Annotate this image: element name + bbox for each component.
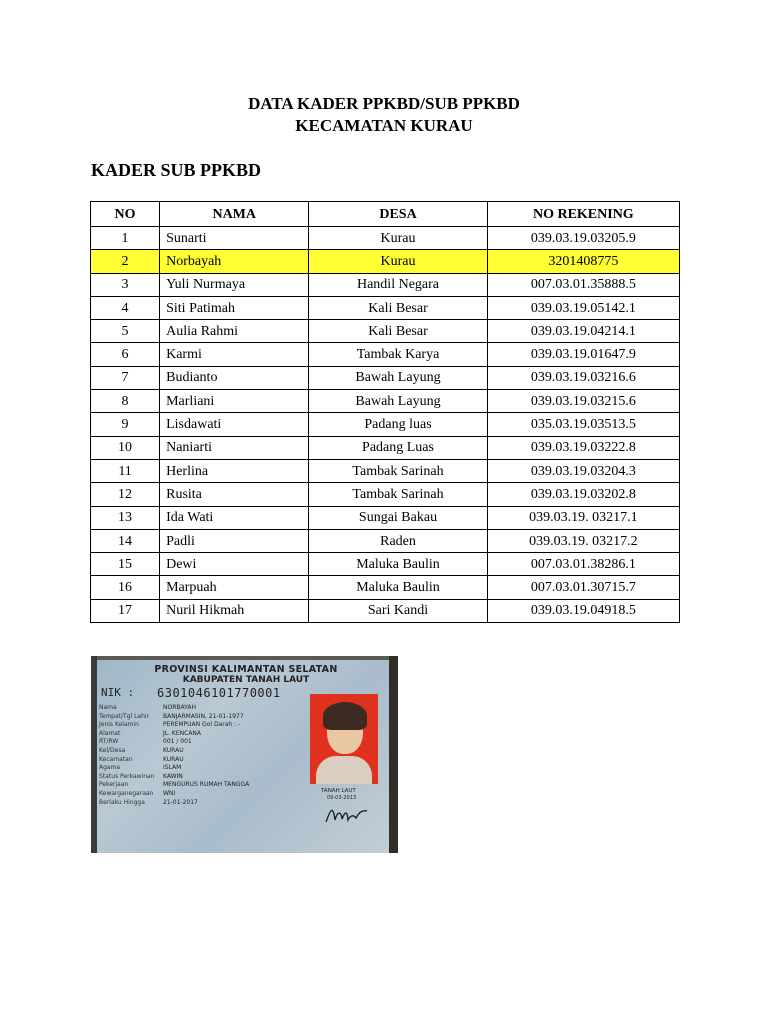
row-nama: Marpuah xyxy=(160,576,309,599)
table-row xyxy=(91,599,680,622)
card-issue-date: 09-03-2013 xyxy=(327,795,357,801)
table-row xyxy=(91,483,680,506)
row-rekening: 039.03.19. 03217.1 xyxy=(487,506,679,529)
row-desa: Raden xyxy=(309,529,487,552)
row-desa: Padang Luas xyxy=(309,436,487,459)
row-rekening: 039.03.19.05142.1 xyxy=(487,296,679,319)
card-field-label: Pekerjaan xyxy=(99,781,129,789)
row-rekening: 039.03.19.03222.8 xyxy=(487,436,679,459)
header-no: NO xyxy=(91,202,160,227)
row-rekening: 039.03.19.03202.8 xyxy=(487,483,679,506)
kader-table xyxy=(90,201,680,623)
row-no: 12 xyxy=(91,483,160,506)
card-nik-label: NIK : xyxy=(101,686,135,699)
row-no: 15 xyxy=(91,553,160,576)
card-portrait xyxy=(310,694,378,784)
card-field-label: Kewarganegaraan xyxy=(99,790,154,797)
table-row xyxy=(91,366,680,389)
header-desa: DESA xyxy=(309,202,487,227)
row-nama: Ida Wati xyxy=(160,506,309,529)
table-row xyxy=(91,576,680,599)
row-rekening: 007.03.01.35888.5 xyxy=(487,273,679,296)
row-nama: Rusita xyxy=(160,483,309,506)
row-nama: Karmi xyxy=(160,343,309,366)
row-rekening: 007.03.01.30715.7 xyxy=(487,576,679,599)
table-row xyxy=(91,506,680,529)
table-row xyxy=(91,413,680,436)
header-rekening: NO REKENING xyxy=(487,202,679,227)
table-row xyxy=(91,227,680,250)
card-field-value: KURAU xyxy=(163,755,184,763)
row-nama: Siti Patimah xyxy=(160,296,309,319)
card-field-value: 21-01-2017 xyxy=(163,798,198,806)
document-subtitle: KECAMATAN KURAU xyxy=(295,116,473,135)
card-field-label: Nama xyxy=(99,704,117,711)
row-no: 2 xyxy=(91,250,160,273)
row-rekening: 007.03.01.38286.1 xyxy=(487,553,679,576)
card-field-value: KURAU xyxy=(163,747,184,754)
card-field-value: MENGURUS RUMAH TANGGA xyxy=(163,781,250,789)
table-row xyxy=(91,529,680,552)
card-edge xyxy=(389,656,398,853)
row-rekening: 035.03.19.03513.5 xyxy=(487,413,679,436)
portrait-shirt xyxy=(316,756,372,784)
row-no: 11 xyxy=(91,459,160,482)
card-field-label: Kecamatan xyxy=(99,755,133,763)
row-rekening: 039.03.19.03215.6 xyxy=(487,390,679,413)
table-row xyxy=(91,390,680,413)
row-no: 7 xyxy=(91,366,160,389)
row-no: 16 xyxy=(91,576,160,599)
row-no: 5 xyxy=(91,320,160,343)
row-rekening: 039.03.19.04918.5 xyxy=(487,599,679,622)
card-field-value: JL. KENCANA xyxy=(163,729,202,737)
row-desa: Sungai Bakau xyxy=(309,506,487,529)
section-title: KADER SUB PPKBD xyxy=(91,160,262,180)
row-no: 8 xyxy=(91,390,160,413)
row-desa: Maluka Baulin xyxy=(309,576,487,599)
row-rekening: 039.03.19.03216.6 xyxy=(487,366,679,389)
row-desa: Kali Besar xyxy=(309,296,487,319)
card-edge xyxy=(91,656,97,853)
card-field-label: Tempat/Tgl Lahir xyxy=(99,712,150,720)
row-nama: Lisdawati xyxy=(160,413,309,436)
card-issue-place: TANAH LAUT xyxy=(321,788,356,794)
card-field-value: BANJARMASIN, 21-01-1977 xyxy=(163,712,244,720)
row-desa: Handil Negara xyxy=(309,273,487,296)
row-desa: Maluka Baulin xyxy=(309,553,487,576)
table-row xyxy=(91,250,680,273)
row-desa: Bawah Layung xyxy=(309,366,487,389)
card-regency: KABUPATEN TANAH LAUT xyxy=(182,675,310,685)
card-field-value: NORBAYAH xyxy=(163,704,196,711)
card-field-label: Kel/Desa xyxy=(99,747,126,754)
table-row xyxy=(91,459,680,482)
signature-icon xyxy=(323,802,373,828)
row-rekening: 039.03.19. 03217.2 xyxy=(487,529,679,552)
row-desa: Kali Besar xyxy=(309,320,487,343)
card-field-label: Status Perkawinan xyxy=(99,772,155,780)
row-no: 9 xyxy=(91,413,160,436)
row-no: 10 xyxy=(91,436,160,459)
row-nama: Aulia Rahmi xyxy=(160,320,309,343)
row-rekening: 039.03.19.04214.1 xyxy=(487,320,679,343)
row-desa: Tambak Sarinah xyxy=(309,459,487,482)
card-field-label: Jenis Kelamin xyxy=(99,721,139,729)
row-nama: Naniarti xyxy=(160,436,309,459)
table-row xyxy=(91,343,680,366)
row-nama: Yuli Nurmaya xyxy=(160,273,309,296)
row-nama: Nuril Hikmah xyxy=(160,599,309,622)
card-edge xyxy=(91,656,398,660)
card-field-label: Berlaku Hingga xyxy=(99,798,145,806)
row-nama: Marliani xyxy=(160,390,309,413)
row-no: 6 xyxy=(91,343,160,366)
row-nama: Norbayah xyxy=(160,250,309,273)
row-nama: Padli xyxy=(160,529,309,552)
row-rekening: 039.03.19.01647.9 xyxy=(487,343,679,366)
card-nik-value: 6301046101770001 xyxy=(157,686,281,700)
row-desa: Sari Kandi xyxy=(309,599,487,622)
row-no: 13 xyxy=(91,506,160,529)
row-no: 3 xyxy=(91,273,160,296)
row-nama: Sunarti xyxy=(160,227,309,250)
row-no: 4 xyxy=(91,296,160,319)
row-desa: Tambak Sarinah xyxy=(309,483,487,506)
row-no: 17 xyxy=(91,599,160,622)
document-title: DATA KADER PPKBD/SUB PPKBD xyxy=(248,94,520,113)
card-field-value: WNI xyxy=(163,790,176,797)
row-desa: Kurau xyxy=(309,227,487,250)
row-no: 1 xyxy=(91,227,160,250)
row-desa: Kurau xyxy=(309,250,487,273)
row-rekening: 3201408775 xyxy=(487,250,679,273)
table-row xyxy=(91,296,680,319)
row-nama: Dewi xyxy=(160,553,309,576)
table-header-row xyxy=(91,202,680,227)
row-desa: Padang luas xyxy=(309,413,487,436)
row-rekening: 039.03.19.03204.3 xyxy=(487,459,679,482)
header-nama: NAMA xyxy=(160,202,309,227)
card-field-value: ISLAM xyxy=(163,764,182,772)
table-row xyxy=(91,436,680,459)
id-card-photo xyxy=(91,656,398,853)
card-field-value: 001 / 001 xyxy=(163,738,192,746)
card-field-value: KAWIN xyxy=(163,772,183,780)
row-no: 14 xyxy=(91,529,160,552)
card-field-label: RT/RW xyxy=(99,738,119,746)
table-row xyxy=(91,320,680,343)
row-desa: Bawah Layung xyxy=(309,390,487,413)
card-field-value: PEREMPUAN Gol Darah : - xyxy=(163,721,241,729)
row-nama: Budianto xyxy=(160,366,309,389)
table-row xyxy=(91,273,680,296)
card-field-label: Alamat xyxy=(99,729,121,737)
portrait-hair xyxy=(323,702,367,730)
card-province: PROVINSI KALIMANTAN SELATAN xyxy=(154,664,338,675)
card-field-label: Agama xyxy=(99,764,121,772)
row-desa: Tambak Karya xyxy=(309,343,487,366)
table-row xyxy=(91,553,680,576)
row-rekening: 039.03.19.03205.9 xyxy=(487,227,679,250)
row-nama: Herlina xyxy=(160,459,309,482)
